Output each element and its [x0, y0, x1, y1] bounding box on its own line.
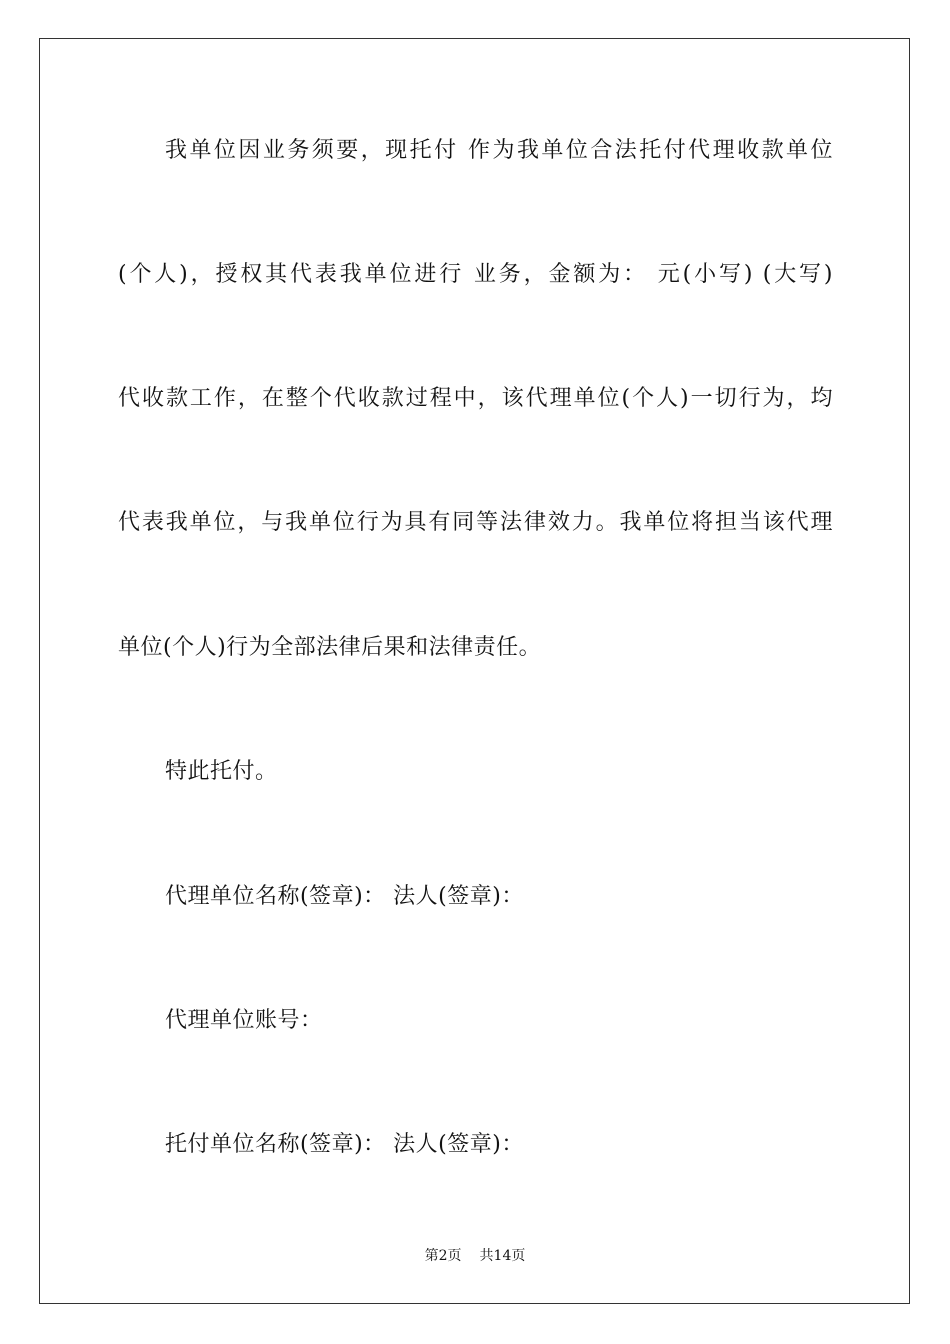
page-footer [0, 1247, 950, 1265]
body-line-3: 代收款工作，在整个代收款过程中，该代理单位(个人)一切行为，均 [118, 386, 833, 411]
body-line-1: 我单位因业务须要，现托付 作为我单位合法托付代理收款单位 [165, 138, 833, 163]
agent-name-signature-line: 代理单位名称(签章)： 法人(签章)： [165, 884, 524, 909]
closing-text: 特此托付。 [165, 759, 278, 784]
body-line-4: 代表我单位，与我单位行为具有同等法律效力。我单位将担当该代理 [118, 510, 833, 535]
body-line-2: (个人)，授权其代表我单位进行 业务，金额为： 元(小写) (大写) [118, 262, 833, 287]
body-line-5: 单位(个人)行为全部法律后果和法律责任。 [118, 635, 542, 660]
agent-account-line: 代理单位账号： [165, 1008, 323, 1033]
page-number: 第2页 [424, 1248, 462, 1264]
principal-name-signature-line: 托付单位名称(签章)： 法人(签章)： [165, 1132, 524, 1157]
total-pages: 共14页 [479, 1248, 526, 1264]
page-border [39, 38, 910, 1304]
